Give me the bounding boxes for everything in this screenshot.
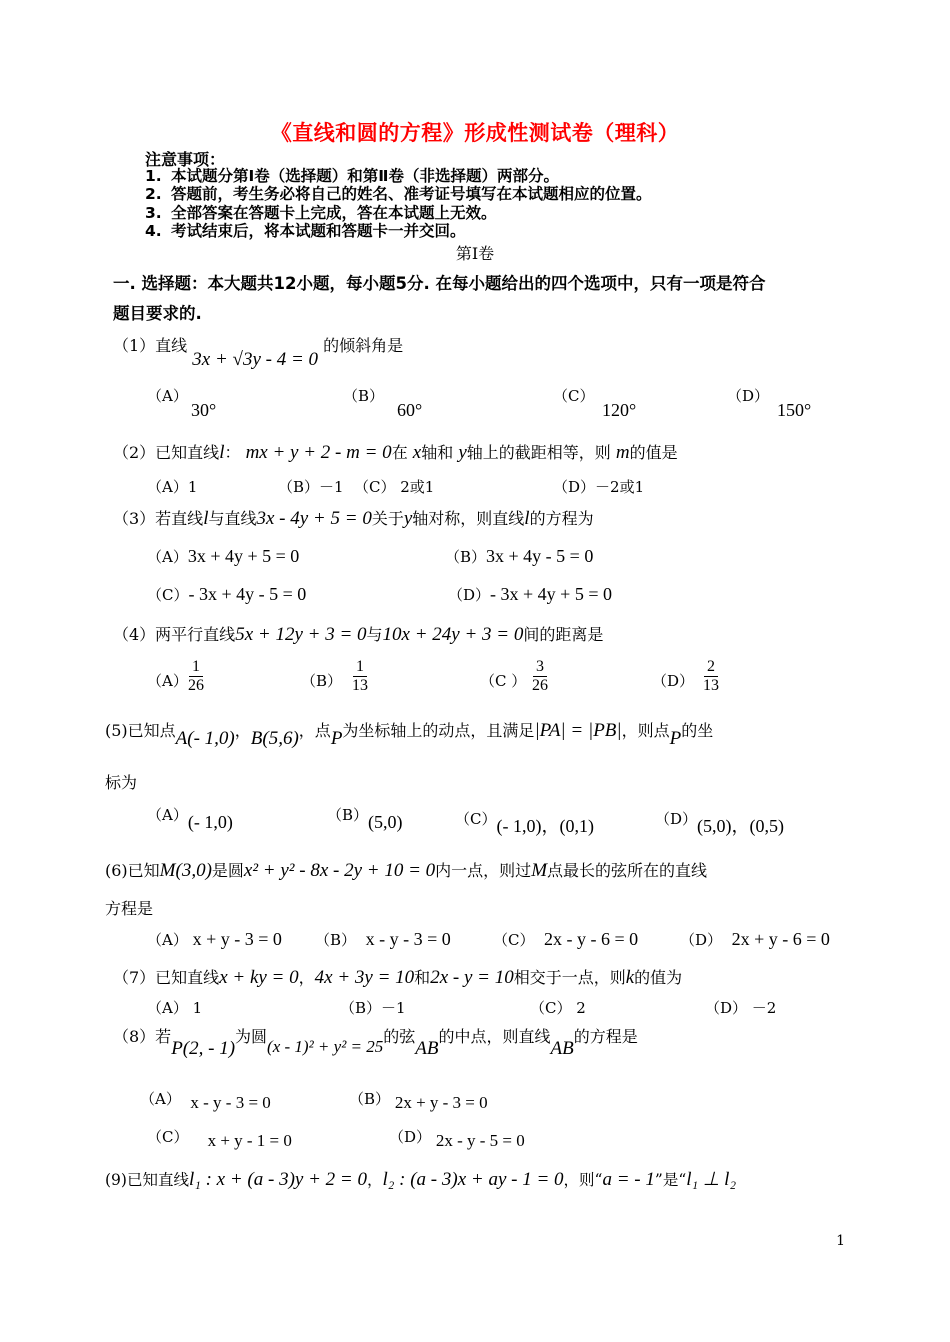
q-text: （8）若 [113, 1027, 172, 1046]
q-text: 的倾斜角是 [323, 336, 404, 355]
option-d [680, 929, 830, 950]
question-6 [105, 858, 707, 882]
option-label: （B） [349, 1090, 391, 1108]
option-a-value: 30° [191, 400, 217, 420]
equation: x² + y² - 8x - 2y + 10 = 0 [243, 860, 436, 881]
symbol: m [615, 442, 630, 463]
volume-label: 第Ⅰ卷 [455, 244, 495, 263]
equation: (x - 1)² + y² = 25 [267, 1037, 384, 1056]
point: B(5,6) [250, 728, 299, 749]
option-b-value: 60° [397, 400, 423, 420]
q-text: 为圆 [235, 1027, 268, 1046]
q-text: 的值为 [634, 968, 683, 987]
q-text: 轴对称，则直线 [412, 509, 525, 528]
equation: l₁ ⊥ l₂ [686, 1169, 737, 1190]
option-b: （B）－1 [340, 999, 406, 1017]
question-2 [113, 440, 678, 464]
point: P(2, - 1) [171, 1038, 236, 1059]
option-c: （C ） [480, 672, 527, 690]
option-c-value: 120° [602, 400, 637, 420]
numerator: 1 [353, 658, 367, 677]
option-value: 2x + y - 6 = 0 [731, 929, 830, 949]
q-text: 和 [414, 968, 431, 987]
q-text: ， [298, 968, 315, 987]
option-a [147, 929, 282, 950]
notice-num: 2. [145, 185, 162, 203]
equation: |PA| = |PB| [534, 720, 622, 741]
option-c-fraction [532, 656, 548, 694]
q-text: 的方程为 [529, 509, 594, 528]
option-label: （D） [655, 810, 698, 828]
notice-item [145, 219, 466, 241]
option-b [315, 929, 451, 950]
equation: mx + y + 2 - m = 0 [245, 442, 392, 463]
option-c [455, 804, 594, 836]
option-value: 2x - y - 6 = 0 [544, 929, 639, 949]
q-text: (9)已知直线 [105, 1171, 189, 1189]
q-text: 轴上的截距相等，则 [466, 443, 611, 462]
q-text: 的坐 [681, 721, 714, 740]
option-value: x - y - 3 = 0 [190, 1093, 271, 1112]
q-text: 在 [391, 443, 408, 462]
option-a [147, 804, 233, 832]
option-label: （C） [147, 586, 189, 604]
option-label: （A） [147, 931, 188, 949]
option-value: - 3x + 4y + 5 = 0 [490, 584, 612, 604]
option-label: （C） [147, 1128, 189, 1146]
option-value: - 3x + 4y - 5 = 0 [188, 584, 307, 604]
symbol: l [524, 508, 530, 529]
equation: x + ky = 0 [219, 967, 299, 988]
option-b: （B） [301, 672, 343, 690]
denominator: 26 [532, 676, 548, 694]
option-label: （D） [448, 586, 491, 604]
option-value: 2x + y - 3 = 0 [394, 1093, 488, 1112]
q-text: （4）两平行直线 [113, 625, 236, 644]
q-text: 间的距离是 [523, 625, 604, 644]
question-3 [113, 506, 594, 530]
option-label: （A） [147, 548, 188, 566]
q-text: （1）直线 [113, 336, 188, 355]
option-d: （D） －2 [705, 999, 777, 1017]
option-a: （A） [147, 387, 188, 405]
option-label: （C） [455, 810, 497, 828]
option-b-fraction [352, 656, 368, 694]
notice-num: 4. [145, 222, 162, 240]
option-c: （C） [553, 387, 595, 405]
option-b [327, 804, 403, 832]
q-text: (6)已知 [105, 861, 160, 880]
symbol: AB [550, 1038, 574, 1059]
numerator: 3 [533, 658, 547, 677]
question-7 [113, 965, 682, 989]
question-9 [105, 1168, 736, 1191]
option-c [493, 929, 638, 950]
q-text: （2）已知直线 [113, 443, 220, 462]
q-text: ，则点 [621, 721, 670, 740]
equation: l₁ : x + (a - 3)y + 2 = 0 [188, 1169, 367, 1190]
notice-num: 3. [145, 204, 162, 222]
question-4 [113, 622, 603, 646]
option-c: （C） 2 [530, 999, 586, 1017]
question-8 [113, 1024, 638, 1059]
option-label: （A） [140, 1090, 181, 1108]
option-value: (- 1,0) [187, 812, 233, 832]
notice-text: 考试结束后，将本试题和答题卡一并交回。 [171, 222, 466, 240]
option-a [140, 1088, 271, 1112]
q-text: ”是“ [654, 1171, 687, 1189]
option-label: （B） [445, 548, 487, 566]
q-text: 的中点，则直线 [438, 1027, 551, 1046]
equation: 2x - y = 10 [430, 967, 514, 988]
option-d: （D）－2或1 [553, 478, 645, 496]
symbol: l [203, 508, 209, 529]
q-text: ，则“ [563, 1171, 603, 1189]
symbol: P [330, 728, 343, 749]
numerator: 1 [189, 658, 203, 677]
denominator: 26 [188, 676, 204, 694]
option-label: （B） [315, 931, 357, 949]
equation: 5x + 12y + 3 = 0 [235, 624, 367, 645]
option-d: （D） [727, 387, 770, 405]
option-c [147, 1126, 292, 1150]
option-a [147, 546, 299, 567]
notice-text: 本试题分第Ⅰ卷（选择题）和第Ⅱ卷（非选择题）两部分。 [171, 167, 559, 185]
option-value: 3x + 4y + 5 = 0 [187, 546, 300, 566]
option-a-fraction [188, 656, 204, 694]
q-text: 轴和 [421, 443, 454, 462]
q-text: （7）已知直线 [113, 968, 220, 987]
q-text: 关于 [371, 509, 404, 528]
option-value: 3x + 4y - 5 = 0 [486, 546, 594, 566]
option-d: （D） [652, 672, 695, 690]
option-c: （C） 2或1 [354, 478, 435, 496]
equation: 3x - 4y + 5 = 0 [256, 508, 372, 529]
q-text: 相交于一点，则 [513, 968, 626, 987]
q-text: (5)已知点 [105, 721, 176, 740]
option-value: x - y - 3 = 0 [365, 929, 451, 949]
section-heading-cont: 题目要求的. [113, 304, 202, 323]
option-a: （A） [147, 672, 188, 690]
symbol: y [458, 442, 467, 463]
symbol: k [625, 967, 635, 988]
q-text: ，点 [298, 721, 331, 740]
equation: a = - 1 [602, 1169, 655, 1190]
q-text: 的弦 [383, 1027, 416, 1046]
option-c [147, 584, 306, 605]
question-5 [105, 718, 714, 749]
option-b [349, 1088, 488, 1112]
q-text: （3）若直线 [113, 509, 204, 528]
option-d [389, 1126, 525, 1150]
symbol: l [219, 442, 225, 463]
question-5-cont: 标为 [105, 773, 138, 792]
option-label: （B） [327, 806, 369, 824]
q-text: 的值是 [629, 443, 678, 462]
q-text: 与直线 [208, 509, 257, 528]
notice-heading: 注意事项： [145, 150, 226, 169]
notice-num: 1. [145, 167, 162, 185]
question-6-cont: 方程是 [105, 899, 154, 918]
q-text: ， [367, 1171, 383, 1189]
q-text: ： [224, 443, 241, 462]
option-b [445, 546, 593, 567]
option-value: x + y - 1 = 0 [207, 1131, 292, 1150]
option-d [448, 584, 612, 605]
option-value: x + y - 3 = 0 [192, 929, 282, 949]
equation: 3x + √3y - 4 = 0 [192, 349, 319, 370]
option-d-fraction [703, 656, 719, 694]
numerator: 2 [704, 658, 718, 677]
option-value: (5,0)，(0,5) [697, 816, 785, 836]
symbol: AB [415, 1038, 439, 1059]
section-heading: 一. 选择题：本大题共12小题，每小题5分. 在每小题给出的四个选项中，只有一项是符合 [113, 274, 766, 293]
symbol: M [531, 860, 548, 881]
option-b: （B）－1 [278, 478, 344, 496]
option-value: 2x - y - 5 = 0 [435, 1131, 525, 1150]
denominator: 13 [352, 676, 368, 694]
equation: l₂ : (a - 3)x + ay - 1 = 0 [382, 1169, 564, 1190]
equation: 10x + 24y + 3 = 0 [382, 624, 524, 645]
option-label: （A） [147, 806, 188, 824]
option-value: (- 1,0)，(0,1) [496, 816, 594, 836]
option-d-value: 150° [777, 400, 812, 420]
option-d [655, 804, 785, 836]
point: A(- 1,0) [175, 728, 235, 749]
option-b: （B） [343, 387, 385, 405]
q-text: 点最长的弦所在的直线 [547, 861, 708, 880]
option-label: （D） [680, 931, 723, 949]
symbol: x [412, 442, 422, 463]
point: M(3,0) [159, 860, 212, 881]
notice-text: 答题前，考生务必将自己的姓名、准考证号填写在本试题相应的位置。 [171, 185, 652, 203]
q-text: 内一点，则过 [435, 861, 532, 880]
option-label: （D） [389, 1128, 432, 1146]
q-text: 与 [366, 625, 383, 644]
question-1 [113, 333, 404, 370]
q-text: ， [234, 721, 251, 740]
q-text: 是圆 [211, 861, 244, 880]
symbol: P [669, 728, 682, 749]
option-label: （C） [493, 931, 535, 949]
q-text: 为坐标轴上的动点，且满足 [342, 721, 535, 740]
notice-text: 全部答案在答题卡上完成，答在本试题上无效。 [171, 204, 497, 222]
page-number: 1 [836, 1233, 845, 1249]
option-value: (5,0) [368, 812, 403, 832]
page-title: 《直线和圆的方程》形成性测试卷（理科） [270, 121, 680, 145]
denominator: 13 [703, 676, 719, 694]
symbol: y [403, 508, 413, 529]
option-a: （A）1 [147, 478, 198, 496]
q-text: 的方程是 [573, 1027, 638, 1046]
option-a: （A） 1 [147, 999, 203, 1017]
equation: 4x + 3y = 10 [314, 967, 415, 988]
